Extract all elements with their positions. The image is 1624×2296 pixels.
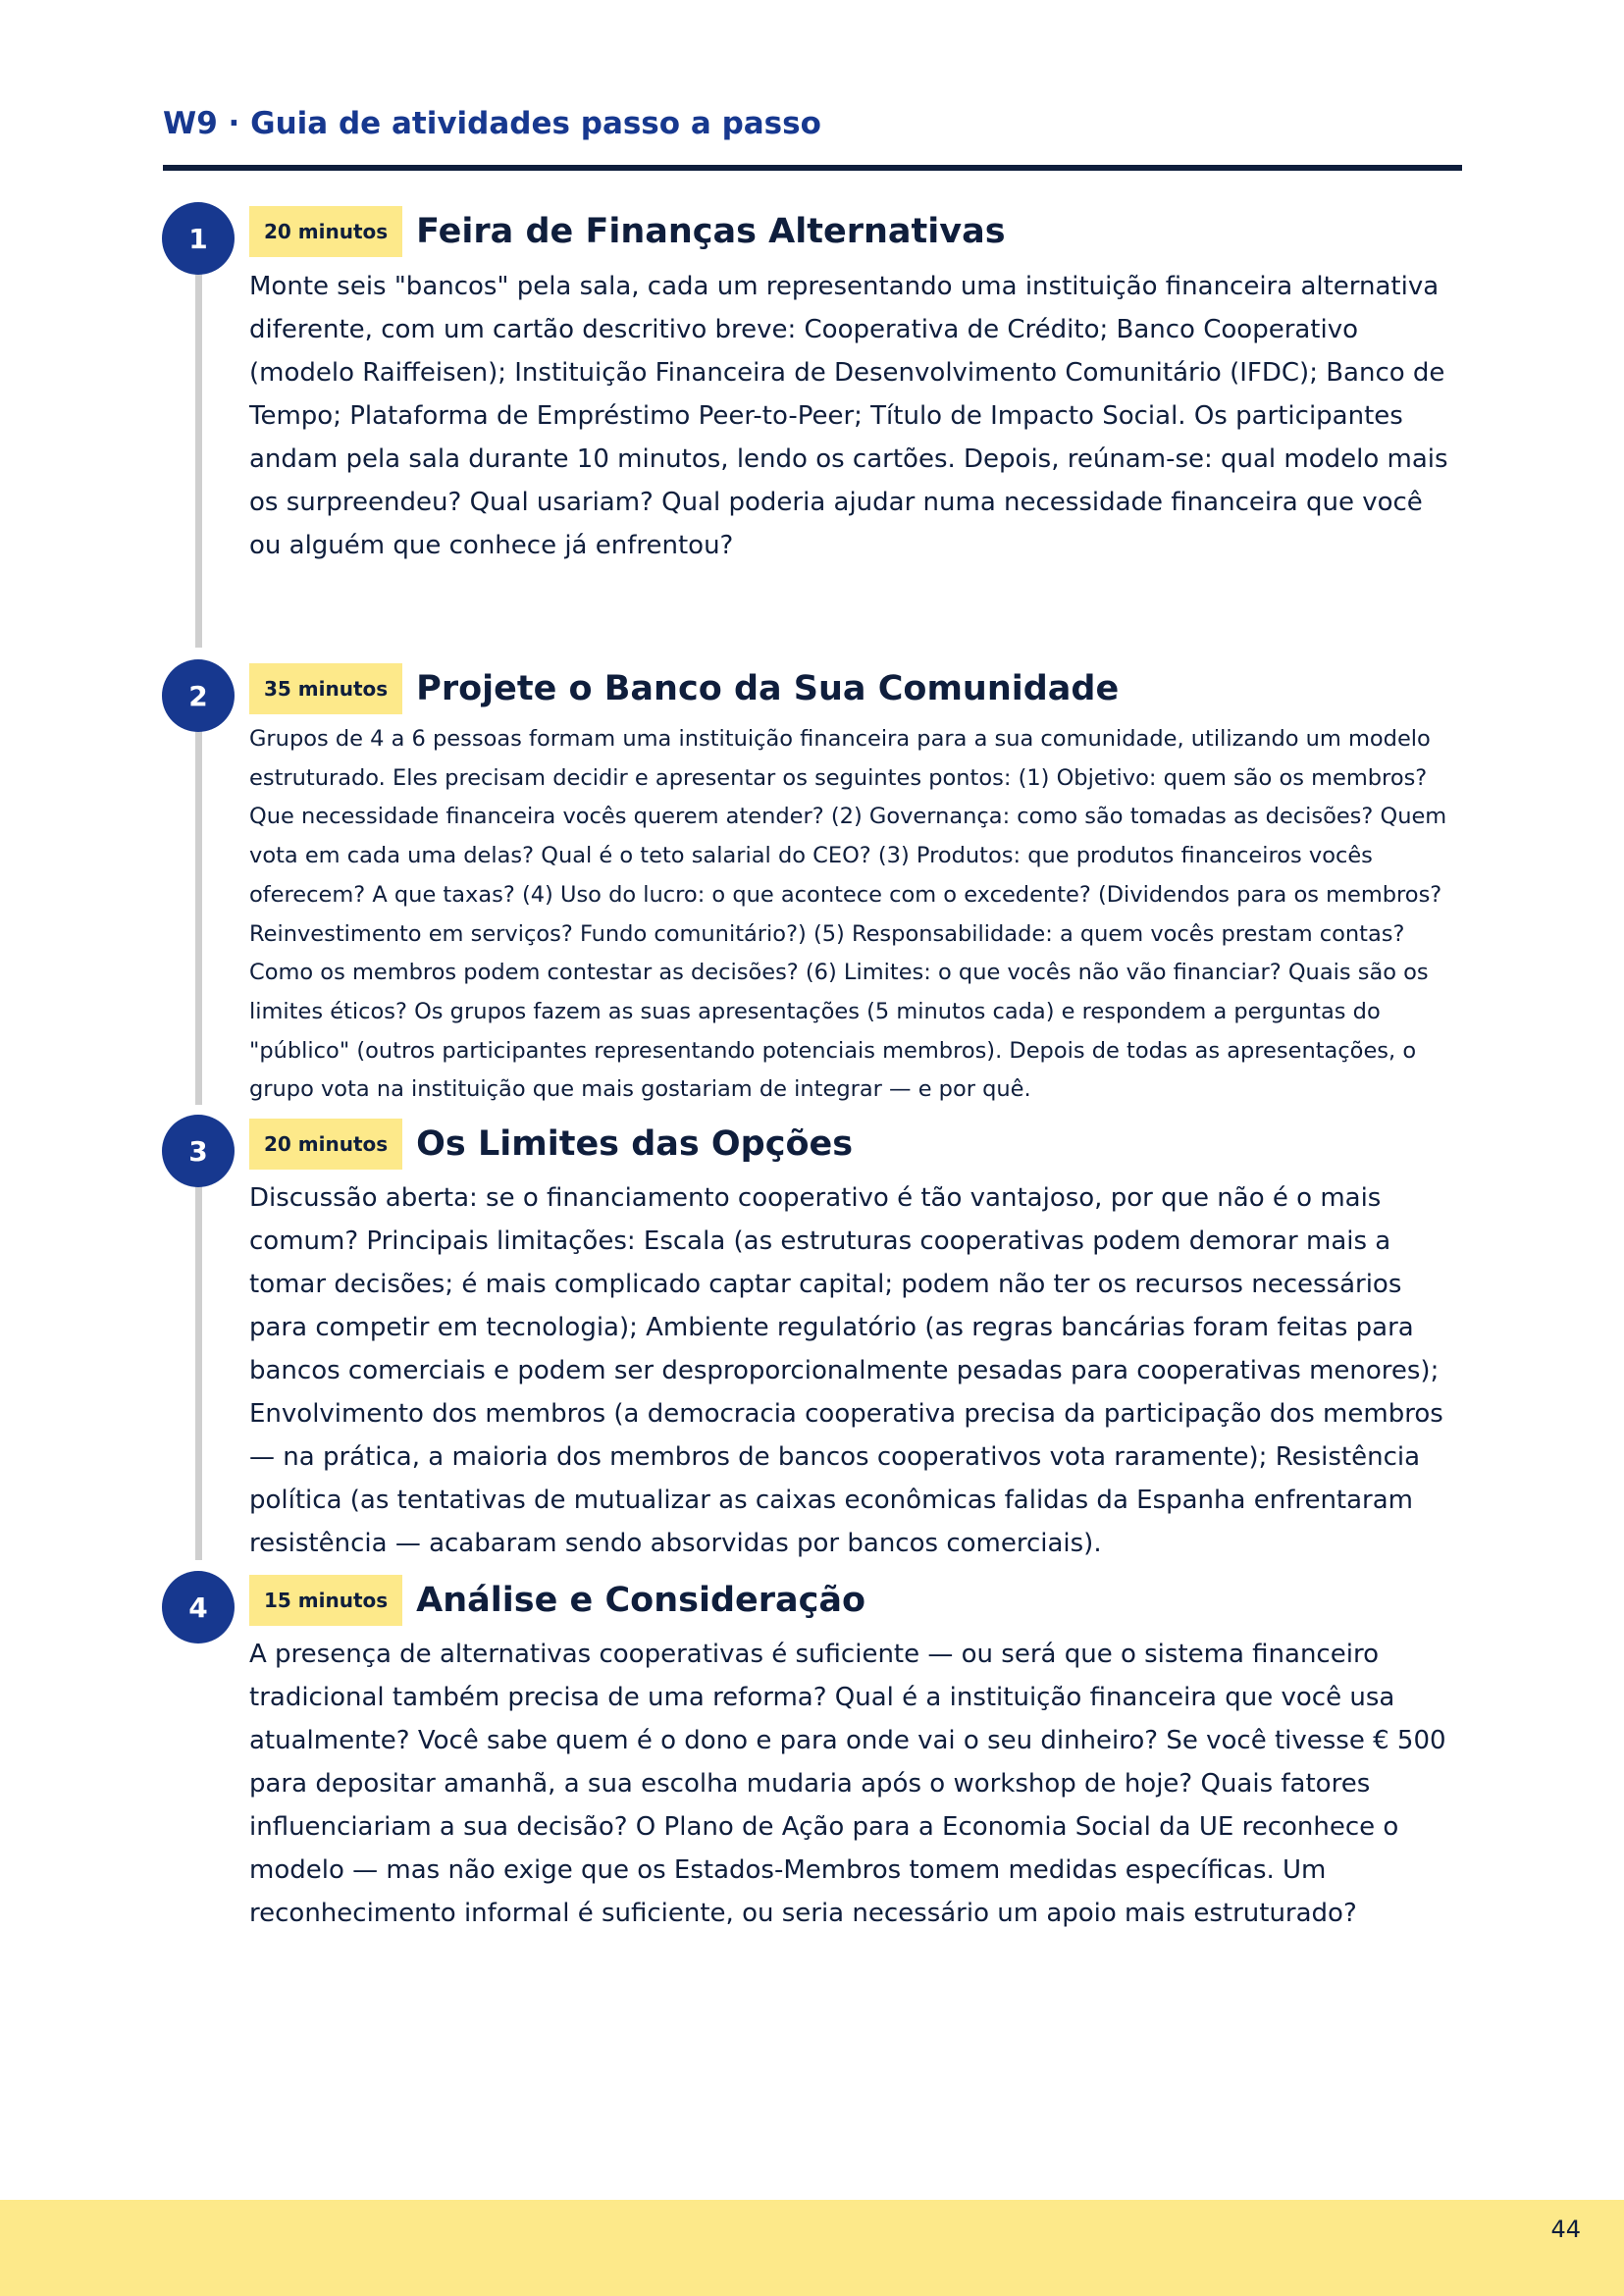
duration-tag: 20 minutos <box>249 1119 402 1170</box>
step-number-badge: 3 <box>162 1115 235 1187</box>
step-title: Projete o Banco da Sua Comunidade <box>416 669 1120 708</box>
step-description: Grupos de 4 a 6 pessoas formam uma instituição financeira para a sua comunidade, utilizando um modelo estruturado. Eles precisam decidir e apresentar os seguintes pontos: (1) Objetivo: quem são os membros? Que necessidade financeira vocês querem atender? (2) Governança: como são tomadas as decisões? Quem vota em cada uma delas? Qual é o teto salarial do CEO? (3) Produtos: que produtos financeiros vocês oferecem? A que taxas? (4) Uso do lucro: o que acontece com o excedente? (Dividendos para os membros? Reinvestimento em serviços? Fundo comunitário?) (5) Responsabilidade: a quem vocês prestam contas? Como os membros podem contestar as decisões? (6) Limites: o que vocês não vão financiar? Quais são os limites éticos? Os grupos fazem as suas apresentações (5 minutos cada) e respondem a perguntas do "público" (outros participantes representando potenciais membros). Depois de todas as apresentações, o grupo vota na instituição que mais gostariam de integrar — e por quê. <box>249 726 1447 1103</box>
step-title: Análise e Consideração <box>416 1581 866 1620</box>
step-header <box>249 1119 853 1170</box>
timeline-connector <box>195 1148 202 1560</box>
header-divider <box>163 165 1462 171</box>
step-description: Discussão aberta: se o financiamento cooperativo é tão vantajoso, por que não é o mais comum? Principais limitações: Escala (as estruturas cooperativas podem demorar mais a tomar decisões; é mais complicado captar capital; podem não ter os recursos necessários para competir em tecnologia); Ambiente regulatório (as regras bancárias foram feitas para bancos comerciais e podem ser desproporcionalmente pesadas para cooperativas menores); Envolvimento dos membros (a democracia cooperativa precisa da participação dos membros — na prática, a maioria dos membros de bancos cooperativos vota raramente); Resistência política (as tentativas de mutualizar as caixas econômicas falidas da Espanha enfrentaram resistência — acabaram sendo absorvidas por bancos comerciais). <box>249 1183 1443 1558</box>
step-header <box>249 663 1119 714</box>
step-number-badge: 1 <box>162 202 235 275</box>
duration-tag: 15 minutos <box>249 1575 402 1626</box>
step-number-badge: 4 <box>162 1571 235 1644</box>
step-header <box>249 1575 865 1626</box>
step-number-badge: 2 <box>162 659 235 732</box>
step-title: Feira de Finanças Alternativas <box>416 212 1006 251</box>
duration-tag: 20 minutos <box>249 206 402 257</box>
step-title: Os Limites das Opções <box>416 1124 854 1164</box>
step-header <box>249 206 1006 257</box>
page-footer <box>0 2200 1624 2296</box>
step-description: Monte seis "bancos" pela sala, cada um representando uma instituição financeira alternativa diferente, com um cartão descritivo breve: Cooperativa de Crédito; Banco Cooperativo (modelo Raiffeisen); Instituição Financeira de Desenvolvimento Comunitário (IFDC); Banco de Tempo; Plataforma de Empréstimo Peer-to-Peer; Título de Impacto Social. Os participantes andam pela sala durante 10 minutos, lendo os cartões. Depois, reúnam-se: qual modelo mais os surpreendeu? Qual usariam? Qual poderia ajudar numa necessidade financeira que você ou alguém que conhece já enfrentou? <box>249 272 1448 560</box>
timeline-connector <box>195 235 202 648</box>
page-title: W9 · Guia de atividades passo a passo <box>163 106 821 141</box>
step-description: A presença de alternativas cooperativas é suficiente — ou será que o sistema financeiro tradicional também precisa de uma reforma? Qual é a instituição financeira que você usa atualmente? Você sabe quem é o dono e para onde vai o seu dinheiro? Se você tivesse € 500 para depositar amanhã, a sua escolha mudaria após o workshop de hoje? Quais fatores influenciariam a sua decisão? O Plano de Ação para a Economia Social da UE reconhece o modelo — mas não exige que os Estados-Membros tomem medidas específicas. Um reconhecimento informal é suficiente, ou seria necessário um apoio mais estruturado? <box>249 1640 1446 1928</box>
timeline-connector <box>195 693 202 1105</box>
page-number: 44 <box>1550 2216 1581 2243</box>
duration-tag: 35 minutos <box>249 663 402 714</box>
